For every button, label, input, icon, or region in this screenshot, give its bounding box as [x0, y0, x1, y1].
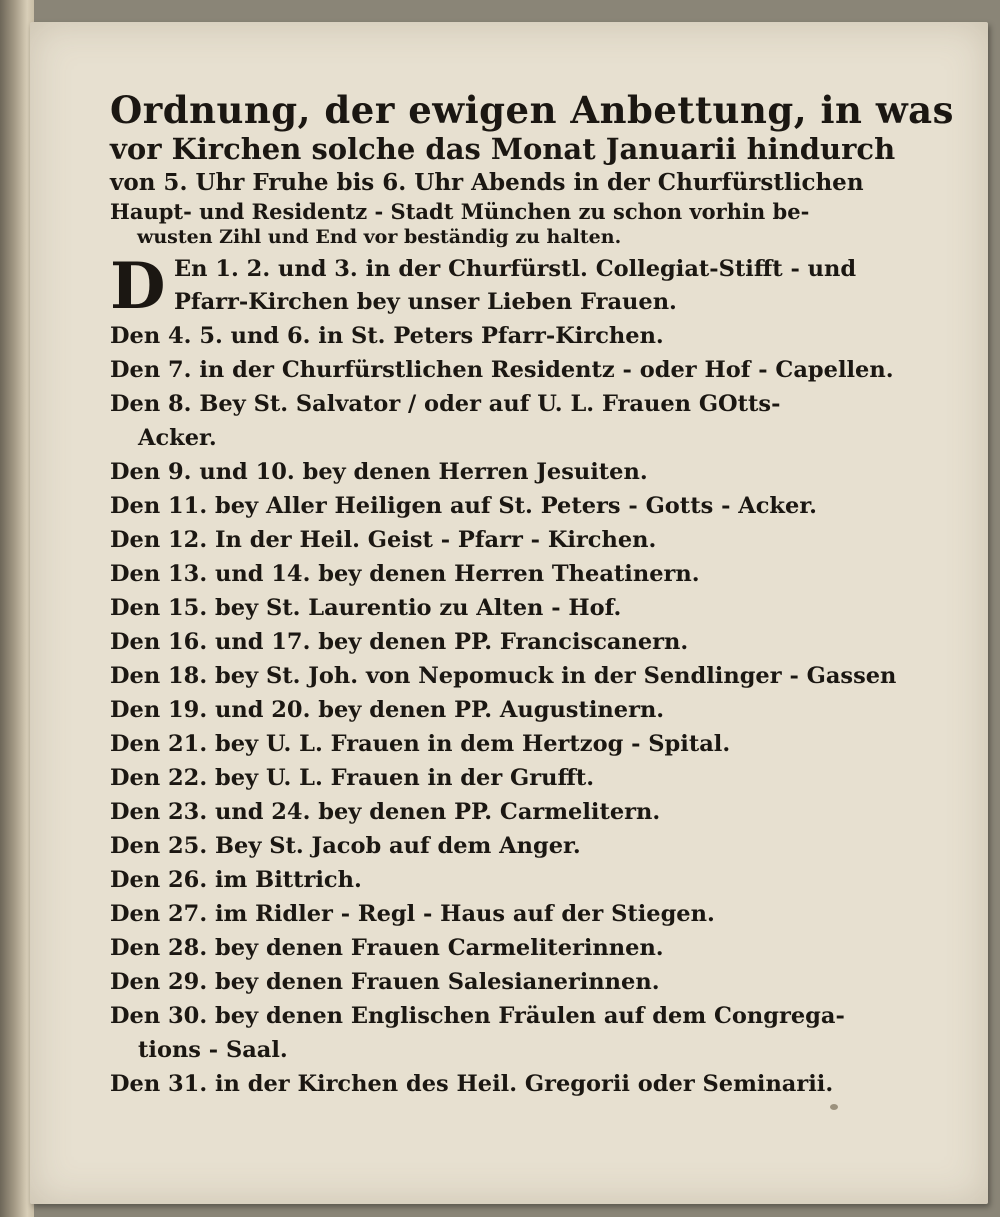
list-item [110, 897, 885, 931]
entry-text: Den 16. und 17. bey denen PP. Franciscanern. [110, 629, 689, 655]
title-line-1: Ordnung, der ewigen Anbettung, in was [110, 88, 954, 132]
list-item [110, 523, 885, 557]
entry-text: Den 12. In der Heil. Geist - Pfarr - Kirchen. [110, 527, 657, 553]
book-spine [0, 0, 34, 1217]
entry-continuation: Acker. [138, 425, 217, 451]
entry-text: Den 8. Bey St. Salvator / oder auf U. L. Frauen GOtts- [110, 391, 781, 417]
entry-text: En 1. 2. und 3. in der Churfürstl. Collegiat-Stifft - und [174, 256, 857, 282]
title-line-3: von 5. Uhr Fruhe bis 6. Uhr Abends in der Churfürstlichen [110, 169, 864, 196]
list-item [110, 965, 885, 999]
list-item [110, 489, 885, 523]
document-page [30, 22, 988, 1204]
list-item [110, 591, 885, 625]
entry-continuation: Pfarr-Kirchen bey unser Lieben Frauen. [174, 289, 677, 315]
entry-text: Den 27. im Ridler - Regl - Haus auf der Stiegen. [110, 901, 715, 927]
list-item [110, 659, 897, 693]
title-line-5: wusten Zihl und End vor beständig zu halten. [137, 226, 622, 248]
ink-mark [830, 1104, 838, 1110]
entry-text: Den 4. 5. und 6. in St. Peters Pfarr-Kirchen. [110, 323, 664, 349]
drop-capital: D [110, 249, 166, 324]
list-item [110, 1067, 885, 1101]
entry-text: Den 9. und 10. bey denen Herren Jesuiten. [110, 459, 648, 485]
entry-text: Den 26. im Bittrich. [110, 867, 362, 893]
list-item [110, 999, 885, 1067]
list-item [110, 557, 885, 591]
list-item [110, 249, 885, 324]
entry-text: Den 19. und 20. bey denen PP. Augustinern. [110, 697, 665, 723]
list-item [110, 693, 885, 727]
entry-text: Den 7. in der Churfürstlichen Residentz - oder Hof - Capellen. [110, 357, 894, 383]
list-item [110, 863, 885, 897]
list-item [110, 353, 894, 387]
entry-rows [110, 319, 897, 1101]
list-item [110, 931, 885, 965]
entry-text: Den 28. bey denen Frauen Carmeliterinnen. [110, 935, 664, 961]
entry-text: Den 15. bey St. Laurentio zu Alten - Hof. [110, 595, 622, 621]
entry-text: Den 13. und 14. bey denen Herren Theatinern. [110, 561, 700, 587]
list-item [110, 387, 885, 455]
list-item [110, 625, 885, 659]
entry-text: Den 18. bey St. Joh. von Nepomuck in der Sendlinger - Gassen [110, 663, 897, 689]
title-line-2: vor Kirchen solche das Monat Januarii hindurch [110, 132, 896, 166]
document-title [110, 88, 954, 248]
entry-text: Den 31. in der Kirchen des Heil. Gregorii oder Seminarii. [110, 1071, 834, 1097]
entry-continuation: tions - Saal. [138, 1037, 288, 1063]
entry-text: Den 30. bey denen Englischen Fräulen auf dem Congrega- [110, 1003, 845, 1029]
entry-text: Den 21. bey U. L. Frauen in dem Hertzog - Spital. [110, 731, 731, 757]
list-item [110, 727, 885, 761]
list-item [110, 319, 885, 353]
list-item [110, 829, 885, 863]
entry-text: Den 23. und 24. bey denen PP. Carmelitern. [110, 799, 661, 825]
list-item [110, 455, 885, 489]
entry-text: Den 11. bey Aller Heiligen auf St. Peters - Gotts - Acker. [110, 493, 817, 519]
schedule-list [110, 249, 897, 1101]
entry-text: Den 22. bey U. L. Frauen in der Grufft. [110, 765, 595, 791]
entry-text: Den 25. Bey St. Jacob auf dem Anger. [110, 833, 581, 859]
page-content [110, 88, 954, 1101]
entry-text: Den 29. bey denen Frauen Salesianerinnen. [110, 969, 660, 995]
list-item [110, 795, 885, 829]
title-line-4: Haupt- und Residentz - Stadt München zu schon vorhin be- [110, 199, 810, 224]
list-item [110, 761, 885, 795]
